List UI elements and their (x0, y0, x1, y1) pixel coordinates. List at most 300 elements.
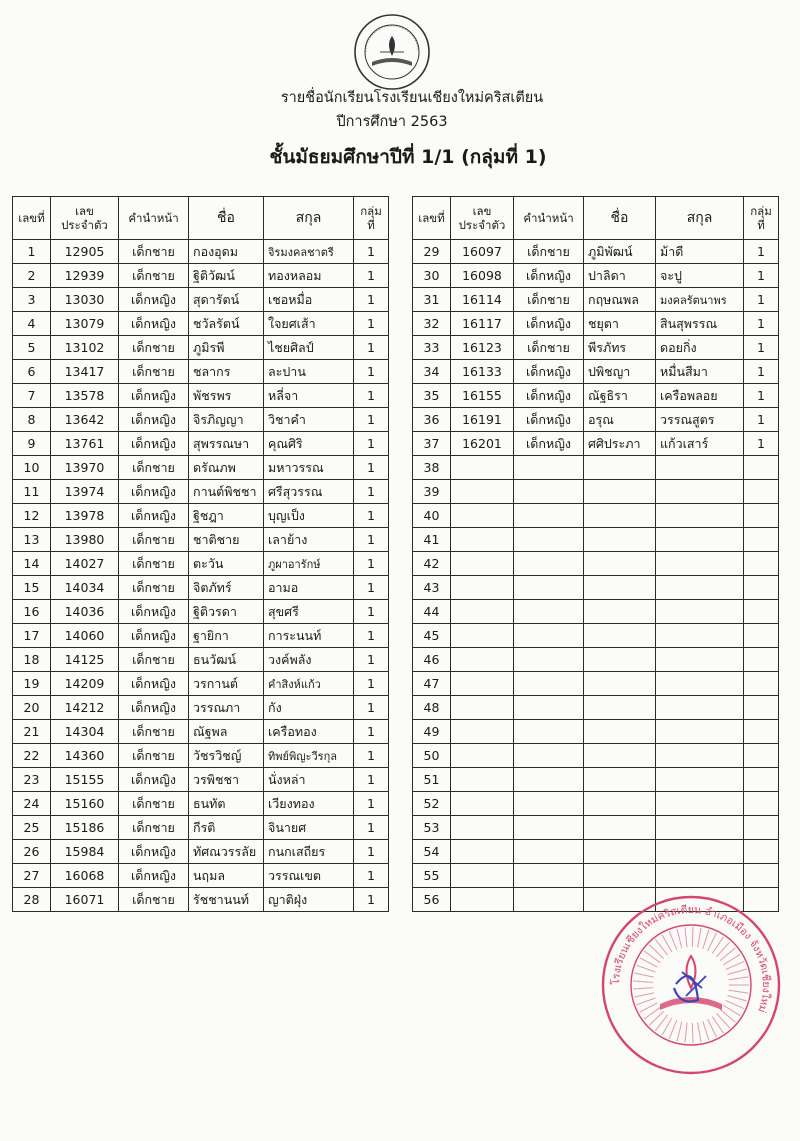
student-prefix (514, 816, 584, 840)
student-group: 1 (744, 336, 779, 360)
student-group: 1 (354, 504, 389, 528)
student-first-name: ชยุตา (584, 312, 656, 336)
student-prefix: เด็กชาย (119, 264, 189, 288)
student-group: 1 (354, 360, 389, 384)
student-prefix (514, 672, 584, 696)
student-id: 12939 (51, 264, 119, 288)
student-prefix: เด็กชาย (119, 816, 189, 840)
student-group: 1 (354, 480, 389, 504)
student-group (744, 792, 779, 816)
student-no: 10 (13, 456, 51, 480)
table-row (13, 576, 389, 600)
student-group: 1 (354, 840, 389, 864)
student-prefix: เด็กหญิง (119, 288, 189, 312)
student-last-name (656, 504, 744, 528)
table-row (413, 744, 779, 768)
student-no: 5 (13, 336, 51, 360)
student-last-name: วรรณเขต (264, 864, 354, 888)
student-prefix: เด็กหญิง (119, 504, 189, 528)
student-first-name: พัชรพร (189, 384, 264, 408)
student-no: 17 (13, 624, 51, 648)
student-prefix (514, 624, 584, 648)
header-first-name: ชื่อ (189, 197, 264, 240)
class-heading: ชั้นมัธยมศึกษาปีที่ 1/1 (กลุ่มที่ 1) (269, 146, 547, 168)
student-first-name: ณัฐพล (189, 720, 264, 744)
student-no: 40 (413, 504, 451, 528)
student-group: 1 (354, 576, 389, 600)
student-first-name: สุดารัตน์ (189, 288, 264, 312)
student-last-name (656, 864, 744, 888)
student-prefix: เด็กชาย (514, 336, 584, 360)
student-prefix: เด็กหญิง (119, 864, 189, 888)
table-row (413, 720, 779, 744)
student-prefix (514, 744, 584, 768)
student-id: 14209 (51, 672, 119, 696)
student-id: 13578 (51, 384, 119, 408)
student-last-name: ละปาน (264, 360, 354, 384)
student-id: 13761 (51, 432, 119, 456)
student-no: 1 (13, 240, 51, 264)
student-first-name: กานต์พิชชา (189, 480, 264, 504)
table-row (413, 336, 779, 360)
student-prefix: เด็กหญิง (119, 672, 189, 696)
header-no: เลขที่ (13, 197, 51, 240)
student-last-name (656, 744, 744, 768)
student-last-name: บุญเป็ง (264, 504, 354, 528)
student-first-name (584, 552, 656, 576)
student-group: 1 (744, 312, 779, 336)
student-id (451, 456, 514, 480)
student-id: 12905 (51, 240, 119, 264)
student-prefix (514, 552, 584, 576)
student-prefix (514, 720, 584, 744)
table-row (13, 816, 389, 840)
student-id (451, 528, 514, 552)
student-last-name: ภูผาอารักษ์ (264, 552, 354, 576)
stamp-text: โรงเรียนเชียงใหม่คริสเตียน อำเภอเมือง จังหวัดเชียงใหม่ (609, 903, 773, 1014)
student-first-name: รัชชานนท์ (189, 888, 264, 912)
table-row (413, 576, 779, 600)
student-prefix: เด็กหญิง (119, 408, 189, 432)
student-id (451, 648, 514, 672)
student-no: 48 (413, 696, 451, 720)
header-prefix: คำนำหน้า (119, 197, 189, 240)
student-last-name: จินายศ (264, 816, 354, 840)
table-row (413, 792, 779, 816)
student-id: 13980 (51, 528, 119, 552)
student-no: 50 (413, 744, 451, 768)
student-prefix (514, 504, 584, 528)
table-row (413, 600, 779, 624)
student-last-name: ดอยกิ่ง (656, 336, 744, 360)
table-row (13, 840, 389, 864)
student-group: 1 (354, 240, 389, 264)
student-first-name: ศศิประภา (584, 432, 656, 456)
student-no: 23 (13, 768, 51, 792)
student-first-name: ชลากร (189, 360, 264, 384)
student-group: 1 (354, 288, 389, 312)
table-row (413, 408, 779, 432)
academic-year: ปีการศึกษา 2563 (336, 114, 448, 130)
student-no: 9 (13, 432, 51, 456)
student-table-left (12, 196, 389, 912)
student-id (451, 816, 514, 840)
student-group: 1 (744, 408, 779, 432)
table-row (413, 528, 779, 552)
table-row (413, 840, 779, 864)
student-id: 13417 (51, 360, 119, 384)
student-prefix: เด็กหญิง (119, 312, 189, 336)
school-logo (352, 12, 432, 92)
student-first-name (584, 792, 656, 816)
student-id: 14360 (51, 744, 119, 768)
student-id: 16068 (51, 864, 119, 888)
student-prefix: เด็กหญิง (119, 480, 189, 504)
student-group: 1 (354, 600, 389, 624)
student-group: 1 (354, 768, 389, 792)
table-row (413, 816, 779, 840)
document-title: รายชื่อนักเรียนโรงเรียนเชียงใหม่คริสเตียน (280, 90, 544, 106)
student-no: 33 (413, 336, 451, 360)
student-first-name (584, 696, 656, 720)
student-group: 1 (354, 336, 389, 360)
student-last-name (656, 648, 744, 672)
student-id (451, 744, 514, 768)
student-first-name: ภูมิรพี (189, 336, 264, 360)
student-last-name: เลาย้าง (264, 528, 354, 552)
student-last-name (656, 792, 744, 816)
student-first-name: ตะวัน (189, 552, 264, 576)
student-prefix: เด็กหญิง (514, 432, 584, 456)
student-prefix: เด็กหญิง (119, 384, 189, 408)
student-first-name: กฤษณพล (584, 288, 656, 312)
table-row (413, 648, 779, 672)
table-row (13, 384, 389, 408)
student-prefix (514, 600, 584, 624)
student-no: 3 (13, 288, 51, 312)
student-last-name: ญาติฝุ่ง (264, 888, 354, 912)
student-first-name: จิตภัทร์ (189, 576, 264, 600)
student-no: 27 (13, 864, 51, 888)
table-row (413, 240, 779, 264)
student-last-name: จะปู (656, 264, 744, 288)
student-prefix: เด็กหญิง (514, 408, 584, 432)
student-prefix (514, 888, 584, 912)
student-last-name (656, 552, 744, 576)
student-no: 31 (413, 288, 451, 312)
student-last-name: สินสุพรรณ (656, 312, 744, 336)
student-prefix: เด็กชาย (119, 240, 189, 264)
student-id (451, 576, 514, 600)
student-prefix: เด็กชาย (119, 888, 189, 912)
student-group: 1 (354, 816, 389, 840)
student-no: 38 (413, 456, 451, 480)
student-last-name: วงค์พลัง (264, 648, 354, 672)
student-first-name: จิรภิญญา (189, 408, 264, 432)
student-prefix: เด็กหญิง (119, 600, 189, 624)
student-group (744, 600, 779, 624)
student-no: 35 (413, 384, 451, 408)
student-last-name: วรรณสูตร (656, 408, 744, 432)
student-no: 46 (413, 648, 451, 672)
student-first-name: ชาติชาย (189, 528, 264, 552)
student-id: 16123 (451, 336, 514, 360)
student-id: 15186 (51, 816, 119, 840)
student-no: 44 (413, 600, 451, 624)
student-last-name: วิชาคำ (264, 408, 354, 432)
student-id: 16097 (451, 240, 514, 264)
student-last-name: ศรีสุวรรณ (264, 480, 354, 504)
student-id: 14304 (51, 720, 119, 744)
student-group: 1 (354, 312, 389, 336)
table-row (13, 240, 389, 264)
header-last-name: สกุล (656, 197, 744, 240)
student-group: 1 (744, 240, 779, 264)
table-row (413, 456, 779, 480)
student-first-name: กีรติ (189, 816, 264, 840)
student-group: 1 (744, 384, 779, 408)
student-no: 8 (13, 408, 51, 432)
student-prefix: เด็กหญิง (119, 768, 189, 792)
student-first-name (584, 720, 656, 744)
table-row (13, 288, 389, 312)
student-id: 14034 (51, 576, 119, 600)
student-id: 13079 (51, 312, 119, 336)
table-row (413, 504, 779, 528)
table-header-row (413, 197, 779, 240)
student-group: 1 (354, 864, 389, 888)
student-last-name: การะนนท์ (264, 624, 354, 648)
student-no: 53 (413, 816, 451, 840)
student-prefix: เด็กชาย (119, 576, 189, 600)
student-no: 25 (13, 816, 51, 840)
student-prefix: เด็กหญิง (119, 840, 189, 864)
student-id: 14060 (51, 624, 119, 648)
table-row (13, 456, 389, 480)
table-row (413, 552, 779, 576)
student-no: 18 (13, 648, 51, 672)
student-last-name (656, 480, 744, 504)
student-first-name: ฐิติวรดา (189, 600, 264, 624)
student-group (744, 648, 779, 672)
student-prefix: เด็กชาย (119, 792, 189, 816)
student-last-name: กนกเสถียร (264, 840, 354, 864)
student-no: 52 (413, 792, 451, 816)
student-id: 15160 (51, 792, 119, 816)
header-prefix: คำนำหน้า (514, 197, 584, 240)
student-first-name (584, 528, 656, 552)
student-last-name: ใจยศเส้า (264, 312, 354, 336)
table-row (413, 384, 779, 408)
student-no: 45 (413, 624, 451, 648)
student-prefix: เด็กชาย (514, 288, 584, 312)
student-first-name: พีรภัทร (584, 336, 656, 360)
header-group: กลุ่ม ที่ (744, 197, 779, 240)
student-prefix: เด็กชาย (119, 360, 189, 384)
student-last-name: นั่งหล่า (264, 768, 354, 792)
table-row (13, 360, 389, 384)
student-id (451, 624, 514, 648)
student-id (451, 768, 514, 792)
student-id: 13978 (51, 504, 119, 528)
student-prefix: เด็กชาย (119, 336, 189, 360)
student-last-name: เครือทอง (264, 720, 354, 744)
student-id (451, 552, 514, 576)
student-group (744, 624, 779, 648)
student-group: 1 (354, 744, 389, 768)
student-group (744, 576, 779, 600)
student-no: 36 (413, 408, 451, 432)
table-row (13, 720, 389, 744)
student-no: 54 (413, 840, 451, 864)
student-prefix: เด็กหญิง (514, 264, 584, 288)
student-id: 16155 (451, 384, 514, 408)
table-row (13, 624, 389, 648)
student-first-name (584, 456, 656, 480)
student-last-name: เชอหมื่อ (264, 288, 354, 312)
student-first-name: สุพรรณษา (189, 432, 264, 456)
table-row (413, 312, 779, 336)
student-first-name (584, 816, 656, 840)
student-id: 13970 (51, 456, 119, 480)
student-prefix: เด็กชาย (514, 240, 584, 264)
student-no: 42 (413, 552, 451, 576)
student-last-name: เวียงทอง (264, 792, 354, 816)
student-first-name (584, 768, 656, 792)
student-no: 22 (13, 744, 51, 768)
table-row (13, 600, 389, 624)
student-last-name: หลี่จา (264, 384, 354, 408)
student-no: 39 (413, 480, 451, 504)
student-group: 1 (354, 696, 389, 720)
student-no: 16 (13, 600, 51, 624)
student-no: 55 (413, 864, 451, 888)
table-row (413, 768, 779, 792)
student-last-name: หมื่นสีมา (656, 360, 744, 384)
student-group (744, 816, 779, 840)
student-no: 49 (413, 720, 451, 744)
student-group: 1 (354, 672, 389, 696)
table-row (413, 288, 779, 312)
header-no: เลขที่ (413, 197, 451, 240)
student-first-name: ฐายิกา (189, 624, 264, 648)
student-no: 12 (13, 504, 51, 528)
student-prefix: เด็กหญิง (119, 432, 189, 456)
student-first-name: ณัฐธิรา (584, 384, 656, 408)
student-first-name: ภูมิพัฒน์ (584, 240, 656, 264)
student-id (451, 840, 514, 864)
student-last-name: แก้วเสาร์ (656, 432, 744, 456)
student-no: 20 (13, 696, 51, 720)
student-group: 1 (354, 552, 389, 576)
school-stamp (598, 892, 784, 1078)
student-group: 1 (354, 264, 389, 288)
student-prefix (514, 696, 584, 720)
student-group (744, 552, 779, 576)
student-prefix: เด็กชาย (119, 720, 189, 744)
student-prefix: เด็กชาย (119, 552, 189, 576)
student-group: 1 (354, 792, 389, 816)
student-first-name: ชวัลรัตน์ (189, 312, 264, 336)
student-group (744, 864, 779, 888)
student-prefix: เด็กหญิง (514, 312, 584, 336)
header-last-name: สกุล (264, 197, 354, 240)
student-first-name (584, 672, 656, 696)
student-last-name (656, 768, 744, 792)
student-last-name: อามอ (264, 576, 354, 600)
student-first-name (584, 480, 656, 504)
student-first-name: ปพิชญา (584, 360, 656, 384)
student-id: 13974 (51, 480, 119, 504)
student-id: 16133 (451, 360, 514, 384)
student-group: 1 (354, 624, 389, 648)
student-first-name (584, 504, 656, 528)
student-first-name: วรรณภา (189, 696, 264, 720)
student-id (451, 672, 514, 696)
student-id: 14036 (51, 600, 119, 624)
student-no: 24 (13, 792, 51, 816)
student-group: 1 (354, 528, 389, 552)
table-row (413, 432, 779, 456)
student-prefix (514, 480, 584, 504)
student-id: 16117 (451, 312, 514, 336)
student-no: 51 (413, 768, 451, 792)
student-id: 14027 (51, 552, 119, 576)
student-first-name: นฤมล (189, 864, 264, 888)
student-last-name (656, 672, 744, 696)
student-prefix (514, 528, 584, 552)
student-last-name (656, 696, 744, 720)
student-group: 1 (354, 384, 389, 408)
table-row (13, 672, 389, 696)
student-group: 1 (744, 432, 779, 456)
student-group: 1 (354, 720, 389, 744)
student-prefix (514, 792, 584, 816)
student-id (451, 504, 514, 528)
student-no: 56 (413, 888, 451, 912)
header-group: กลุ่ม ที่ (354, 197, 389, 240)
header-student-id: เลข ประจำตัว (51, 197, 119, 240)
student-id: 13102 (51, 336, 119, 360)
student-last-name: เครือพลอย (656, 384, 744, 408)
student-first-name (584, 840, 656, 864)
table-row (413, 360, 779, 384)
student-id: 15155 (51, 768, 119, 792)
student-id (451, 864, 514, 888)
student-last-name: จิรมงคลชาตรี (264, 240, 354, 264)
student-group (744, 456, 779, 480)
student-group (744, 480, 779, 504)
student-last-name: ทองหลอม (264, 264, 354, 288)
student-group (744, 696, 779, 720)
table-row (13, 264, 389, 288)
student-id: 13030 (51, 288, 119, 312)
student-group: 1 (744, 264, 779, 288)
table-header-row (13, 197, 389, 240)
student-prefix: เด็กหญิง (119, 624, 189, 648)
student-prefix: เด็กหญิง (514, 360, 584, 384)
student-first-name: ฐิชฎา (189, 504, 264, 528)
student-group (744, 528, 779, 552)
student-last-name (656, 600, 744, 624)
student-prefix: เด็กหญิง (514, 384, 584, 408)
student-no: 14 (13, 552, 51, 576)
table-row (13, 744, 389, 768)
student-last-name: ม้าดี (656, 240, 744, 264)
student-prefix: เด็กชาย (119, 456, 189, 480)
student-prefix: เด็กหญิง (119, 696, 189, 720)
student-prefix (514, 768, 584, 792)
